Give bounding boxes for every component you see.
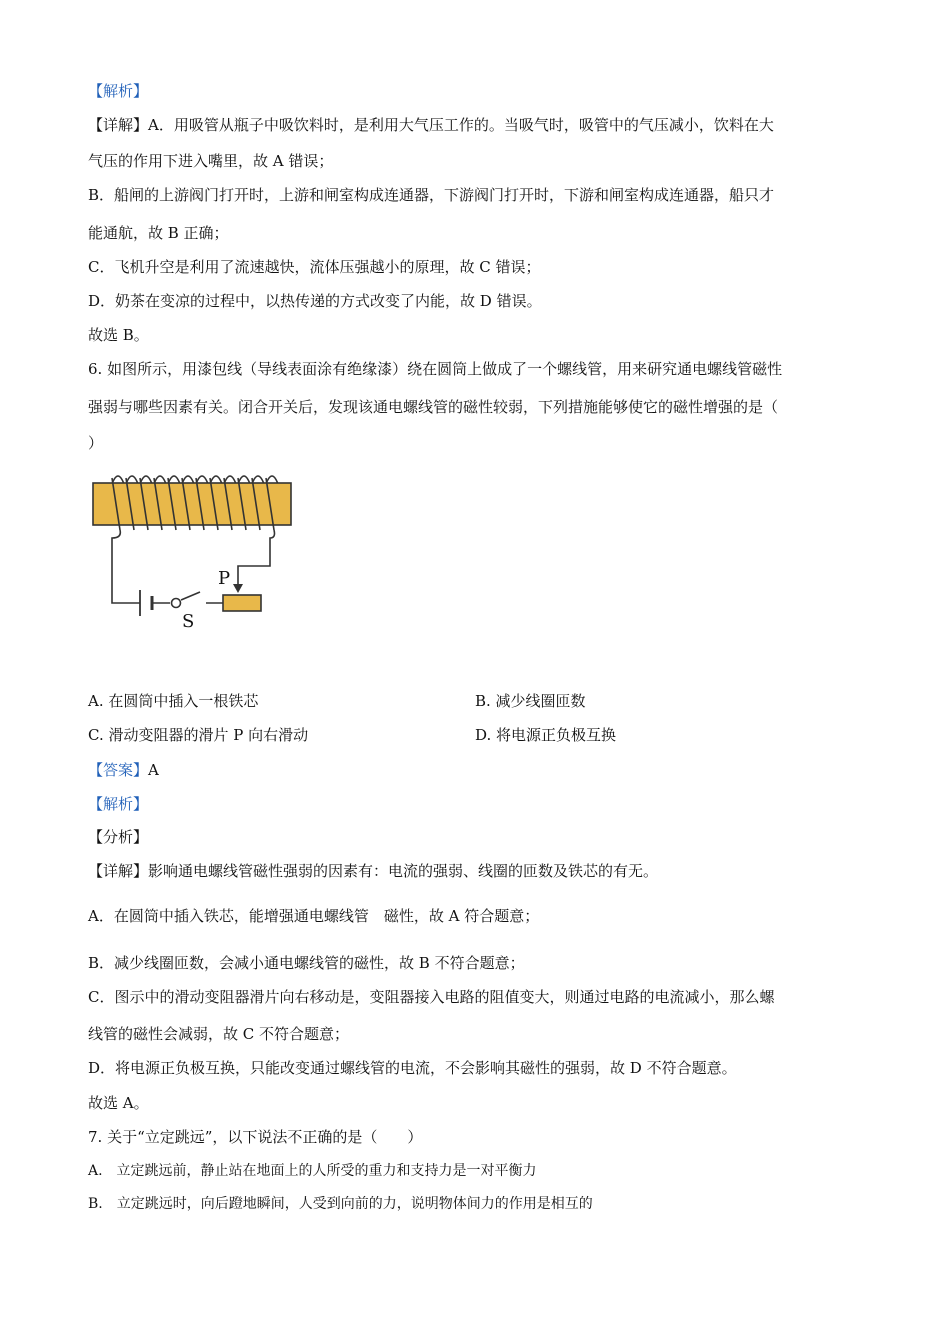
detail-tag: 【详解】 — [88, 116, 149, 134]
q7-stem: 7. 关于“立定跳远”，以下说法不正确的是（ ） — [88, 1128, 423, 1146]
q5-detail-a-line2: 气压的作用下进入嘴里，故 A 错误； — [88, 152, 334, 170]
q6-detail-c-line1: C．图示中的滑动变阻器滑片向右移动是，变阻器接入电路的阻值变大，则通过电路的电流减小，那么螺 — [88, 988, 775, 1006]
q5-detail-b-line2: 能通航，故 B 正确； — [88, 224, 229, 242]
q7-option-a[interactable]: A. 立定跳远前，静止站在地面上的人所受的重力和支持力是一对平衡力 — [88, 1163, 537, 1179]
q6-option-d[interactable]: D. 将电源正负极互换 — [475, 726, 617, 744]
q6-stem-line1: 6. 如图所示，用漆包线（导线表面涂有绝缘漆）绕在圆筒上做成了一个螺线管，用来研究通电螺线管磁性 — [88, 360, 783, 378]
q6-option-c[interactable]: C. 滑动变阻器的滑片 P 向右滑动 — [88, 726, 309, 744]
switch-label: S — [182, 611, 195, 632]
q6-conclusion: 故选 A。 — [88, 1094, 149, 1112]
q6-answer — [88, 760, 159, 780]
slider-arrow — [233, 584, 243, 593]
q5-detail-a-text: A．用吸管从瓶子中吸饮料时，是利用大气压工作的。当吸气时，吸管中的气压减小，饮料在大 — [148, 116, 774, 134]
q6-option-b[interactable]: B. 减少线圈匝数 — [475, 692, 586, 710]
solenoid-circuit-figure — [88, 466, 308, 636]
q5-conclusion: 故选 B。 — [88, 326, 149, 344]
q5-detail-a-line1 — [88, 115, 774, 135]
q5-detail-b-line1: B．船闸的上游阀门打开时，上游和闸室构成连通器，下游阀门打开时，下游和闸室构成连通器，船只才 — [88, 186, 775, 204]
q6-detail-intro — [88, 861, 658, 881]
q6-detail-c-line2: 线管的磁性会减弱，故 C 不符合题意； — [88, 1025, 350, 1043]
analysis-tag: 【解析】 — [88, 82, 149, 100]
q6-detail-intro-text: 影响通电螺线管磁性强弱的因素有：电流的强弱、线圈的匝数及铁芯的有无。 — [148, 862, 659, 880]
q6-stem-line3: ） — [88, 434, 104, 452]
q6-analysis-tag: 【解析】 — [88, 795, 149, 813]
q6-fenxi-tag: 【分析】 — [88, 828, 149, 846]
switch-pivot — [172, 599, 181, 608]
answer-tag: 【答案】 — [88, 761, 149, 779]
q6-option-a[interactable]: A. 在圆筒中插入一根铁芯 — [88, 692, 259, 710]
circuit-wires — [112, 530, 275, 603]
q6-detail-a: A．在圆筒中插入铁芯，能增强通电螺线管 磁性，故 A 符合题意； — [88, 907, 540, 925]
q7-option-b[interactable]: B. 立定跳远时，向后蹬地瞬间，人受到向前的力，说明物体间力的作用是相互的 — [88, 1196, 593, 1212]
rheostat — [223, 595, 261, 611]
q6-detail-b: B．减少线圈匝数，会减小通电螺线管的磁性，故 B 不符合题意； — [88, 954, 525, 972]
q6-stem-line2: 强弱与哪些因素有关。闭合开关后，发现该通电螺线管的磁性较弱，下列措施能够使它的磁性增强的是（ — [88, 398, 779, 416]
slider-label: P — [218, 568, 231, 589]
q5-detail-c-line: C．飞机升空是利用了流速越快，流体压强越小的原理，故 C 错误； — [88, 258, 541, 276]
q5-detail-d-line: D．奶茶在变凉的过程中，以热传递的方式改变了内能，故 D 错误。 — [88, 292, 542, 310]
cylinder — [93, 483, 291, 525]
q6-detail-tag: 【详解】 — [88, 862, 149, 880]
q6-detail-d: D．将电源正负极互换，只能改变通过螺线管的电流，不会影响其磁性的强弱，故 D 不符合题意。 — [88, 1059, 737, 1077]
answer-value: A — [148, 761, 159, 779]
